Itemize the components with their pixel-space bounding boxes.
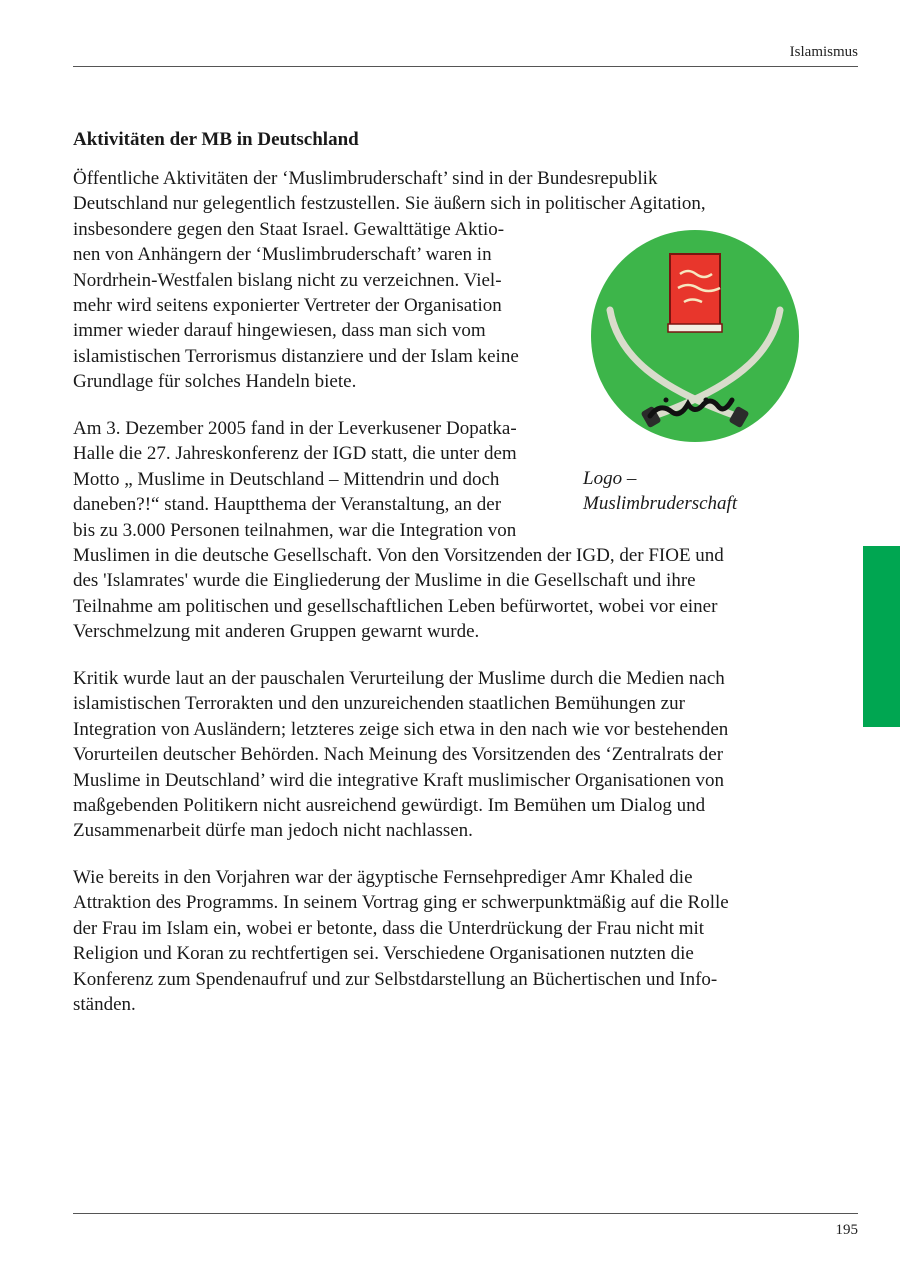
text-line: des 'Islamrates' wurde die Eingliederung der Muslime in die Gesellschaft und ihre — [73, 570, 696, 592]
chapter-tab — [863, 546, 900, 727]
text-line: Attraktion des Programms. In seinem Vortrag ging er schwerpunktmäßig auf die Rolle — [73, 892, 729, 914]
caption-line: Logo – — [583, 468, 637, 489]
text-line: Zusammenarbeit dürfe man jedoch nicht nachlassen. — [73, 820, 473, 842]
text-line: insbesondere gegen den Staat Israel. Gewalttätige Aktio- — [73, 218, 505, 240]
text-line: Deutschland nur gelegentlich festzustellen. Sie äußern sich in politischer Agitation, — [73, 193, 706, 215]
text-line: daneben?!“ stand. Hauptthema der Veranstaltung, an der — [73, 494, 502, 516]
text-line: Teilnahme am politischen und gesellschaftlichen Leben befürwortet, wobei vor einer — [73, 595, 718, 617]
text-line: nen von Anhängern der ‘Muslimbruderschaft’ waren in — [73, 244, 492, 266]
text-line: Muslimen in die deutsche Gesellschaft. Von den Vorsitzenden der IGD, der FIOE und — [73, 545, 724, 567]
text-line: Verschmelzung mit anderen Gruppen gewarnt wurde. — [73, 621, 480, 643]
text-line: Religion und Koran zu rechtfertigen sei. Verschiedene Organisationen nutzten die — [73, 943, 694, 965]
text-line: Muslime in Deutschland’ wird die integrative Kraft muslimischer Organisationen von — [73, 769, 724, 791]
paragraph-3 — [73, 666, 728, 844]
text-line: islamistischen Terrorakten und den unzureichenden staatlichen Bemühungen zur — [73, 693, 685, 715]
paragraph-2 — [73, 416, 724, 645]
text-line: Halle die 27. Jahreskonferenz der IGD statt, die unter dem — [73, 443, 517, 465]
running-header: Islamismus — [789, 44, 858, 60]
text-line: Wie bereits in den Vorjahren war der ägyptische Fernsehprediger Amr Khaled die — [73, 867, 693, 888]
text-line: Grundlage für solches Handeln biete. — [73, 371, 357, 393]
footer-rule — [73, 1213, 858, 1214]
text-line: Integration von Ausländern; letzteres zeige sich etwa in den nach wie vor bestehenden — [73, 718, 729, 740]
section-heading: Aktivitäten der MB in Deutschland — [73, 129, 359, 150]
paragraph-4 — [73, 865, 729, 1017]
text-line: Vorurteilen deutscher Behörden. Nach Meinung des Vorsitzenden des ‘Zentralrats der — [73, 744, 724, 766]
text-line: Motto „ Muslime in Deutschland – Mittendrin und doch — [73, 468, 500, 490]
text-line: islamistischen Terrorismus distanziere und der Islam keine — [73, 345, 519, 367]
text-line: mehr wird seitens exponierter Vertreter der Organisation — [73, 295, 502, 317]
muslim-brotherhood-logo — [588, 228, 802, 448]
text-line: Am 3. Dezember 2005 fand in der Leverkusener Dopatka- — [73, 418, 517, 439]
text-line: Kritik wurde laut an der pauschalen Verurteilung der Muslime durch die Medien nach — [73, 668, 725, 689]
caption-line: Muslimbruderschaft — [583, 493, 738, 514]
text-line: immer wieder darauf hingewiesen, dass man sich vom — [73, 320, 486, 342]
text-line: Öffentliche Aktivitäten der ‘Muslimbruderschaft’ sind in der Bundesrepublik — [73, 168, 658, 189]
text-line: bis zu 3.000 Personen teilnahmen, war die Integration von — [73, 519, 517, 541]
text-line: der Frau im Islam ein, wobei er betonte, dass die Unterdrückung der Frau nicht mit — [73, 917, 705, 939]
text-line: Nordrhein-Westfalen bislang nicht zu verzeichnen. Viel- — [73, 269, 502, 291]
text-line: maßgebenden Politikern nicht ausreichend gewürdigt. Im Bemühen um Dialog und — [73, 795, 706, 817]
text-line: Konferenz zum Spendenaufruf und zur Selbstdarstellung an Büchertischen und Info- — [73, 968, 718, 990]
text-line: ständen. — [73, 994, 136, 1016]
header-rule — [73, 66, 858, 67]
page-number: 195 — [835, 1222, 858, 1238]
figure-caption — [583, 466, 737, 516]
